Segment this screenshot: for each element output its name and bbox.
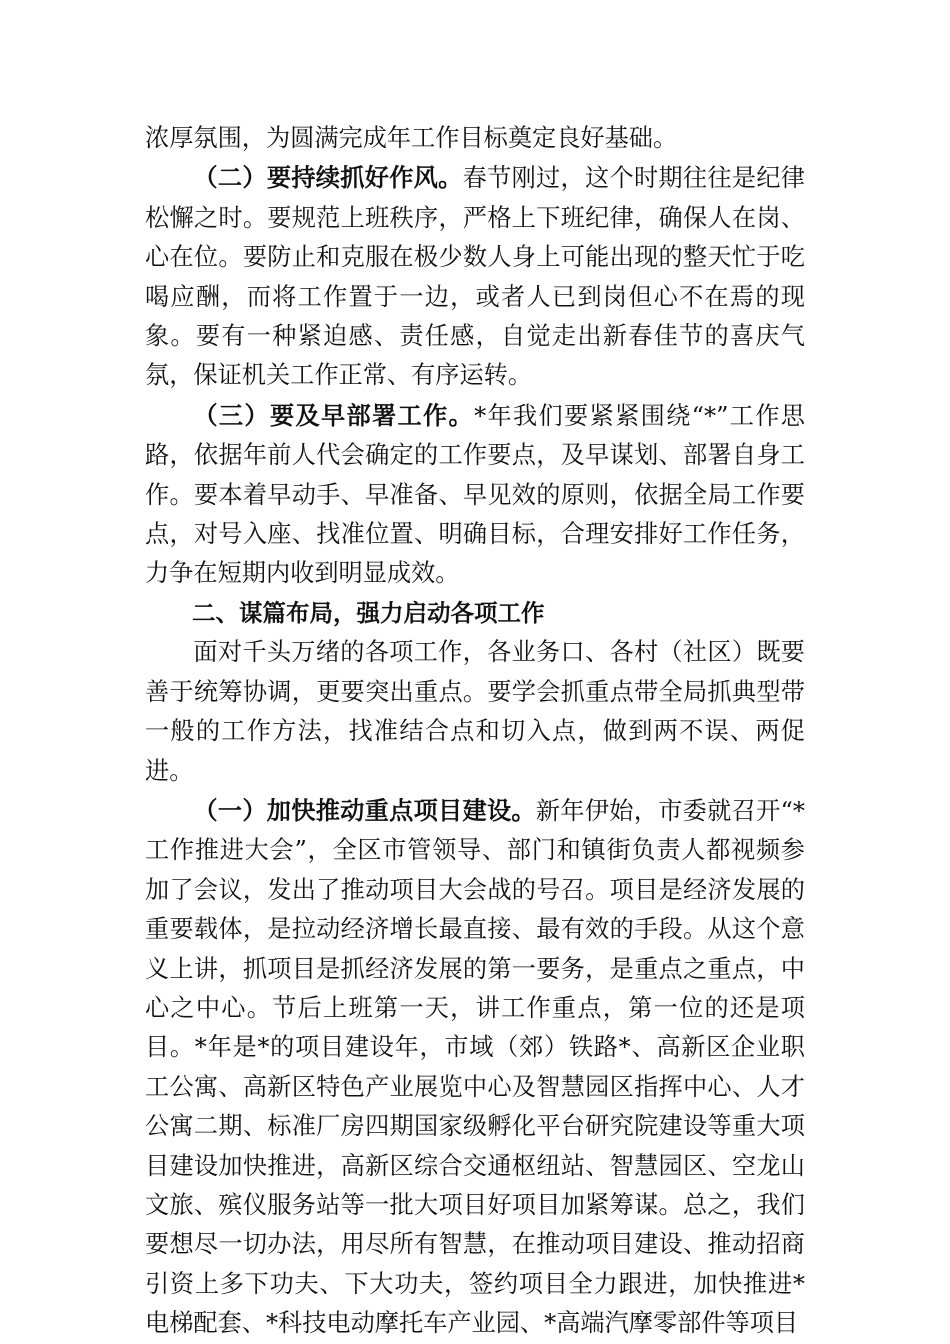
paragraph-body: 面对千头万绪的各项工作，各业务口、各村（社区）既要善于统筹协调，更要突出重点。要学会抓重点带全局抓典型带一般的工作方法，找准结合点和切入点，做到两不误、两促进。	[145, 638, 805, 785]
paragraph-continuation: 浓厚氛围，为圆满完成年工作目标奠定良好基础。	[145, 124, 678, 152]
paragraph-work-style	[145, 158, 805, 395]
paragraph-body: 新年伊始，市委就召开“*工作推进大会”，全区市管领导、部门和镇街负责人都视频参加了会议，发出了推动项目大会战的号召。项目是经济发展的重要载体，是拉动经济增长最直接、最有效的手段。从这个意义上讲，抓项目是抓经济发展的第一要务，是重点之重点，中心之中心。节后上班第一天，讲工作重点，第一位的还是项目。*年是*的项目建设年，市域（郊）铁路*、高新区企业职工公寓、高新区特色产业展览中心及智慧园区指挥中心、人才公寓二期、标准厂房四期国家级孵化平台研究院建设等重大项目建设加快推进，高新区综合交通枢纽站、智慧园区、空龙山文旅、殡仪服务站等一批大项目好项目加紧筹谋。总之，我们要想尽一切办法，用尽所有智慧，在推动项目建设、推动招商引资上多下功夫、下大功夫，签约项目全力跟进，加快推进*电梯配套、*科技电动摩托车产业园、*高端汽摩零部件等项目	[145, 796, 805, 1338]
document-page	[145, 119, 805, 1344]
paragraph-deploy-work	[145, 396, 805, 594]
section-heading: 二、谋篇布局，强力启动各项工作	[192, 598, 545, 627]
paragraph-lead: （三）要及早部署工作。	[193, 400, 475, 430]
paragraph-body: 春节刚过，这个时期往往是纪律松懈之时。要规范上班秩序，严格上下班纪律，确保人在岗、心在位。要防止和克服在极少数人身上可能出现的整天忙于吃喝应酬，而将工作置于一边，或者人已到岗但心不在焉的现象。要有一种紧迫感、责任感，自觉走出新春佳节的喜庆气氛，保证机关工作正常、有序运转。	[145, 164, 805, 390]
paragraph-intro	[145, 633, 805, 791]
paragraph-body: *年我们要紧紧围绕“*”工作思路，依据年前人代会确定的工作要点，及早谋划、部署自身工作。要本着早动手、早准备、早见效的原则，依据全局工作要点，对号入座、找准位置、明确目标，合理安排好工作任务，力争在短期内收到明显成效。	[145, 401, 805, 588]
paragraph-lead: （二）要持续抓好作风。	[193, 163, 463, 193]
paragraph-key-projects	[145, 791, 805, 1344]
paragraph-lead: （一）加快推动重点项目建设。	[193, 795, 536, 825]
